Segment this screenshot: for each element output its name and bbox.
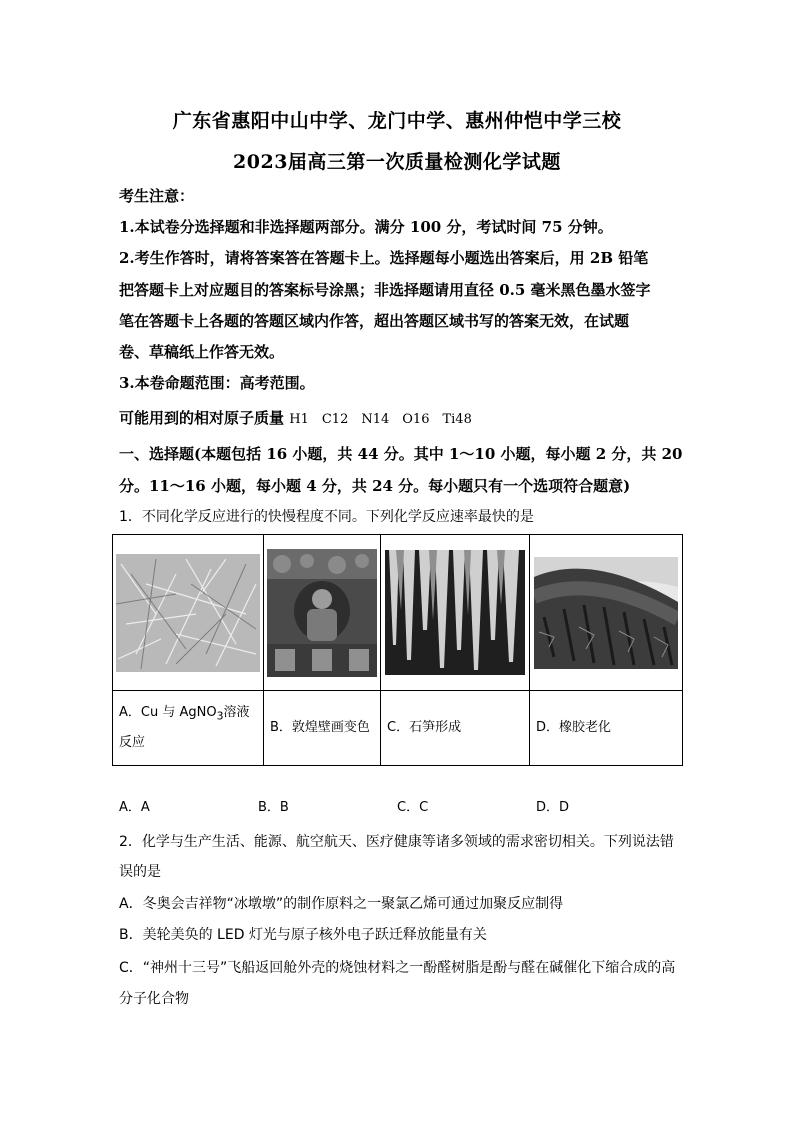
q2-option-c-line1[interactable]: C．“神州十三号”飞船返回舱外壳的烧蚀材料之一酚醛树脂是酚与醛在碱催化下缩合成的高 [119, 960, 676, 976]
atomic-mass-label: 可能用到的相对原子质量 [119, 409, 285, 427]
q2-option-c-line2: 分子化合物 [119, 991, 189, 1007]
q1-option-d[interactable] [530, 691, 683, 766]
q1-image-cell-b [264, 535, 381, 691]
atomic-mass-values: H1 C12 N14 O16 Ti48 [289, 412, 472, 427]
section1-line1: 一、选择题(本题包括 16 小题，共 44 分。其中 1～10 小题，每小题 2 分，共 20 [119, 445, 683, 463]
silver-crystals-photo [116, 554, 260, 672]
q1-answer-b[interactable]: B．B [258, 800, 289, 815]
rubber-tire-photo [534, 557, 678, 669]
q1-answer-d[interactable]: D．D [536, 800, 570, 815]
q1-option-b[interactable] [264, 691, 381, 766]
q1-option-c[interactable] [381, 691, 530, 766]
q1-image-cell-c [381, 535, 530, 691]
section1-line2: 分。11～16 小题，每小题 4 分，共 24 分。每小题只有一个选项符合题意) [119, 477, 631, 495]
q1-answer-a[interactable]: A．A [119, 800, 150, 815]
q1-option-c-text: C．石笋形成 [387, 720, 462, 735]
notice-item-3: 3.本卷命题范围：高考范围。 [119, 374, 315, 392]
notice-item-2-line2: 把答题卡上对应题目的答案标号涂黑；非选择题请用直径 0.5 毫米黑色墨水签字 [119, 281, 651, 299]
stalactite-photo [385, 550, 525, 675]
q1-answer-c[interactable]: C．C [397, 800, 429, 815]
q1-option-table [112, 534, 683, 766]
notice-item-1: 1.本试卷分选择题和非选择题两部分。满分 100 分，考试时间 75 分钟。 [119, 218, 613, 236]
q2-stem-line2: 误的是 [119, 864, 161, 880]
q2-option-a[interactable]: A．冬奥会吉祥物“冰墩墩”的制作原料之一聚氯乙烯可通过加聚反应制得 [119, 896, 564, 912]
q2-stem-line1: 2．化学与生产生活、能源、航空航天、医疗健康等诸多领域的需求密切相关。下列说法错 [119, 834, 674, 850]
q1-option-a[interactable] [113, 691, 264, 766]
exam-title-line1: 广东省惠阳中山中学、龙门中学、惠州仲恺中学三校 [172, 110, 622, 132]
q1-option-b-text: B．敦煌壁画变色 [270, 720, 370, 735]
notice-item-2-line4: 卷、草稿纸上作答无效。 [119, 343, 285, 361]
exam-title-line2: 2023届高三第一次质量检测化学试题 [233, 151, 561, 173]
q1-image-cell-a [113, 535, 264, 691]
notice-item-2-line3: 笔在答题卡上各题的答题区域内作答，超出答题区域书写的答案无效，在试题 [119, 312, 630, 330]
q1-option-a-text: A．Cu 与 AgNO$_3$溶液 [119, 705, 250, 723]
q1-image-cell-d [530, 535, 683, 691]
dunhuang-mural-photo [267, 549, 377, 677]
notice-heading: 考生注意： [119, 187, 195, 205]
q1-option-a-text-line2: 反应 [119, 734, 146, 750]
q1-option-d-text: D．橡胶老化 [536, 720, 612, 735]
q1-stem: 1．不同化学反应进行的快慢程度不同。下列化学反应速率最快的是 [119, 509, 534, 525]
q2-option-b[interactable]: B．美轮美奂的 LED 灯光与原子核外电子跃迁释放能量有关 [119, 927, 487, 943]
notice-item-2-line1: 2.考生作答时，请将答案答在答题卡上。选择题每小题选出答案后，用 2B 铅笔 [119, 249, 649, 267]
atomic-mass-line [119, 403, 472, 435]
